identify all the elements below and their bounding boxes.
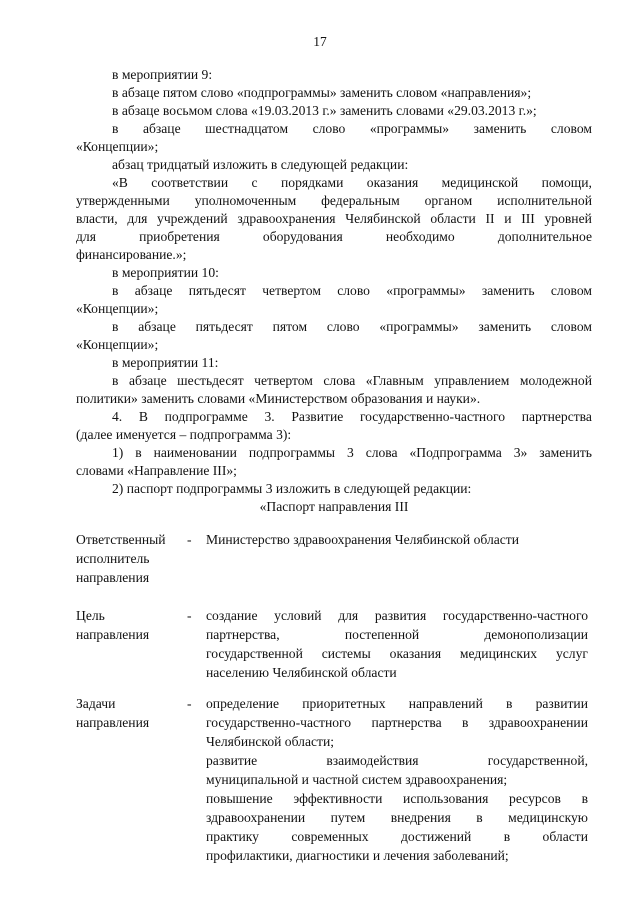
word: органом: [424, 193, 473, 208]
word: в: [112, 283, 119, 298]
text-line: [112, 408, 592, 426]
word: 1): [112, 445, 124, 460]
word: в: [476, 810, 483, 825]
passport-heading: «Паспорт направления III: [259, 499, 409, 514]
word: заменить: [539, 445, 592, 460]
passport-dash: -: [187, 696, 192, 711]
word: оказания: [366, 175, 419, 190]
word: области: [430, 211, 476, 226]
word: шестьдесят: [177, 373, 244, 388]
word: В: [138, 409, 148, 424]
text-line: [112, 174, 592, 192]
text-line: «Концепции»;: [76, 139, 159, 154]
word: условий: [274, 608, 322, 623]
word: 4.: [112, 409, 123, 424]
word: путем: [330, 810, 366, 825]
word: «В: [112, 175, 128, 190]
passport-value-line: Челябинской области;: [206, 734, 335, 749]
word: достижений: [400, 829, 472, 844]
word: заменить: [473, 121, 527, 136]
passport-value-line: [206, 694, 588, 713]
word: создание: [206, 608, 258, 623]
text-line: в мероприятии 11:: [112, 355, 219, 370]
text-line: «Концепции»;: [76, 301, 159, 316]
word: медицинских: [459, 646, 538, 661]
word: «программы»: [386, 283, 466, 298]
passport-label-responsible: Ответственный исполнитель направления: [76, 532, 166, 585]
word: дополнительное: [497, 229, 592, 244]
word: в: [581, 791, 588, 806]
word: развитие: [206, 753, 258, 768]
word: здравоохранении: [206, 810, 306, 825]
word: области: [542, 829, 588, 844]
text-line: [112, 120, 592, 138]
word: уполномоченным: [194, 193, 297, 208]
word: использования: [403, 791, 489, 806]
text-line: [76, 210, 592, 228]
text-line: финансирование.»;: [76, 247, 187, 262]
word: пятом: [272, 319, 308, 334]
word: современных: [291, 829, 369, 844]
page-number: 17: [313, 34, 327, 49]
passport-value-line: [206, 751, 588, 770]
text-line: 2) паспорт подпрограммы 3 изложить в следующей редакции:: [112, 481, 472, 496]
word: «программы»: [369, 121, 450, 136]
word: наименовании: [153, 445, 237, 460]
text-line: политики» заменить словами «Министерством образования и науки».: [76, 391, 481, 406]
word: слова: [323, 373, 356, 388]
word: услуг: [555, 646, 588, 661]
passport-value-line: профилактики, диагностики и лечения заболеваний;: [206, 848, 509, 863]
text-line: [76, 228, 592, 246]
word: слово: [326, 319, 360, 334]
word: «программы»: [379, 319, 459, 334]
word: словом: [550, 283, 592, 298]
passport-dash: -: [187, 608, 192, 623]
text-line: абзац тридцатый изложить в следующей редакции:: [112, 157, 409, 172]
word: в: [112, 319, 119, 334]
word: абзаце: [128, 373, 167, 388]
word: взаимодействия: [326, 753, 419, 768]
word: слово: [337, 283, 370, 298]
word: государственно-частного: [442, 608, 588, 623]
passport-value-line: [206, 713, 588, 732]
word: для: [76, 229, 96, 244]
word: системы: [321, 646, 371, 661]
word: помощи,: [541, 175, 592, 190]
word: заменить: [478, 319, 532, 334]
word: для: [127, 211, 148, 226]
word: государственно-частного: [359, 409, 506, 424]
word: «Главным: [365, 373, 424, 388]
word: развитии: [535, 696, 588, 711]
word: эффективности: [293, 791, 383, 806]
word: для: [338, 608, 359, 623]
word: в: [112, 121, 119, 136]
word: II: [485, 211, 495, 226]
word: четвертом: [254, 373, 313, 388]
word: в: [135, 445, 142, 460]
text-line: [112, 444, 592, 462]
word: словом: [550, 319, 592, 334]
word: в: [112, 373, 119, 388]
text-line: [76, 192, 592, 210]
text-line: в мероприятии 10:: [112, 265, 219, 280]
word: в: [462, 715, 469, 730]
word: утвержденными: [76, 193, 170, 208]
word: слова: [365, 445, 398, 460]
word: государственной: [206, 646, 303, 661]
word: здравоохранении: [488, 715, 588, 730]
word: постепенной: [344, 627, 420, 642]
word: оборудования: [262, 229, 343, 244]
word: словом: [550, 121, 592, 136]
word: определение: [206, 696, 280, 711]
word: здравоохранения: [237, 211, 336, 226]
word: медицинскую: [508, 810, 588, 825]
passport-value-line: [206, 606, 588, 625]
word: приобретения: [139, 229, 220, 244]
word: и: [504, 211, 512, 226]
passport-value-line: муниципальной и частной систем здравоохранения;: [206, 772, 508, 787]
word: демонополизации: [484, 627, 588, 642]
text-line: [112, 372, 592, 390]
text-line: [112, 318, 592, 336]
passport-label-tasks: Задачи направления: [76, 696, 150, 730]
word: подпрограмме: [164, 409, 248, 424]
word: повышение: [206, 791, 273, 806]
word: абзаце: [134, 283, 173, 298]
word: партнерства: [371, 715, 442, 730]
word: с: [251, 175, 258, 190]
word: государственной,: [487, 753, 588, 768]
text-line: в абзаце восьмом слова «19.03.2013 г.» заменить словами «29.03.2013 г.»;: [112, 103, 537, 118]
word: молодежной: [519, 373, 592, 388]
word: порядками: [281, 175, 344, 190]
word: в: [506, 696, 513, 711]
word: абзаце: [142, 121, 181, 136]
word: подпрограммы: [248, 445, 336, 460]
word: в: [503, 829, 511, 844]
word: оказания: [389, 646, 442, 661]
word: внедрения: [390, 810, 451, 825]
passport-value-line: [206, 827, 588, 846]
text-line: «Концепции»;: [76, 337, 159, 352]
passport-value-line: населению Челябинской области: [206, 665, 397, 680]
text-line: в мероприятии 9:: [112, 67, 213, 82]
word: исполнительной: [497, 193, 592, 208]
word: пятьдесят: [188, 283, 246, 298]
passport-label-goal: Цель направления: [76, 608, 150, 642]
text-line: [112, 282, 592, 300]
word: партнерства: [521, 409, 592, 424]
text-line: (далее именуется – подпрограмма 3):: [76, 427, 292, 442]
text-line: словами «Направление III»;: [76, 463, 237, 478]
word: учреждений: [157, 211, 228, 226]
passport-value-line: [206, 625, 588, 644]
passport-value-line: [206, 644, 588, 663]
passport-dash: -: [187, 532, 192, 547]
word: «Подпрограмма: [409, 445, 502, 460]
word: заменить: [481, 283, 535, 298]
word: четвертом: [262, 283, 321, 298]
word: шестнадцатом: [205, 121, 289, 136]
word: Челябинской: [345, 211, 421, 226]
word: III: [521, 211, 535, 226]
word: власти,: [76, 211, 118, 226]
word: необходимо: [385, 229, 455, 244]
word: управлением: [434, 373, 510, 388]
word: 3: [346, 445, 354, 460]
word: развития: [374, 608, 427, 623]
word: партнерства,: [206, 627, 280, 642]
word: Развитие: [291, 409, 344, 424]
word: направлений: [408, 696, 483, 711]
word: федеральным: [321, 193, 400, 208]
passport-value-line: [206, 808, 588, 827]
word: 3»: [513, 445, 528, 460]
word: приоритетных: [302, 696, 386, 711]
word: абзаце: [138, 319, 176, 334]
word: медицинской: [441, 175, 519, 190]
passport-value-responsible: Министерство здравоохранения Челябинской области: [206, 532, 520, 547]
word: уровней: [544, 211, 592, 226]
passport-value-line: [206, 789, 588, 808]
word: практику: [206, 829, 259, 844]
word: государственно-частного: [206, 715, 352, 730]
word: ресурсов: [509, 791, 561, 806]
word: слово: [312, 121, 346, 136]
word: пятьдесят: [195, 319, 253, 334]
text-line: в абзаце пятом слово «подпрограммы» заменить словом «направления»;: [112, 85, 532, 100]
word: соответствии: [151, 175, 229, 190]
word: 3.: [264, 409, 275, 424]
